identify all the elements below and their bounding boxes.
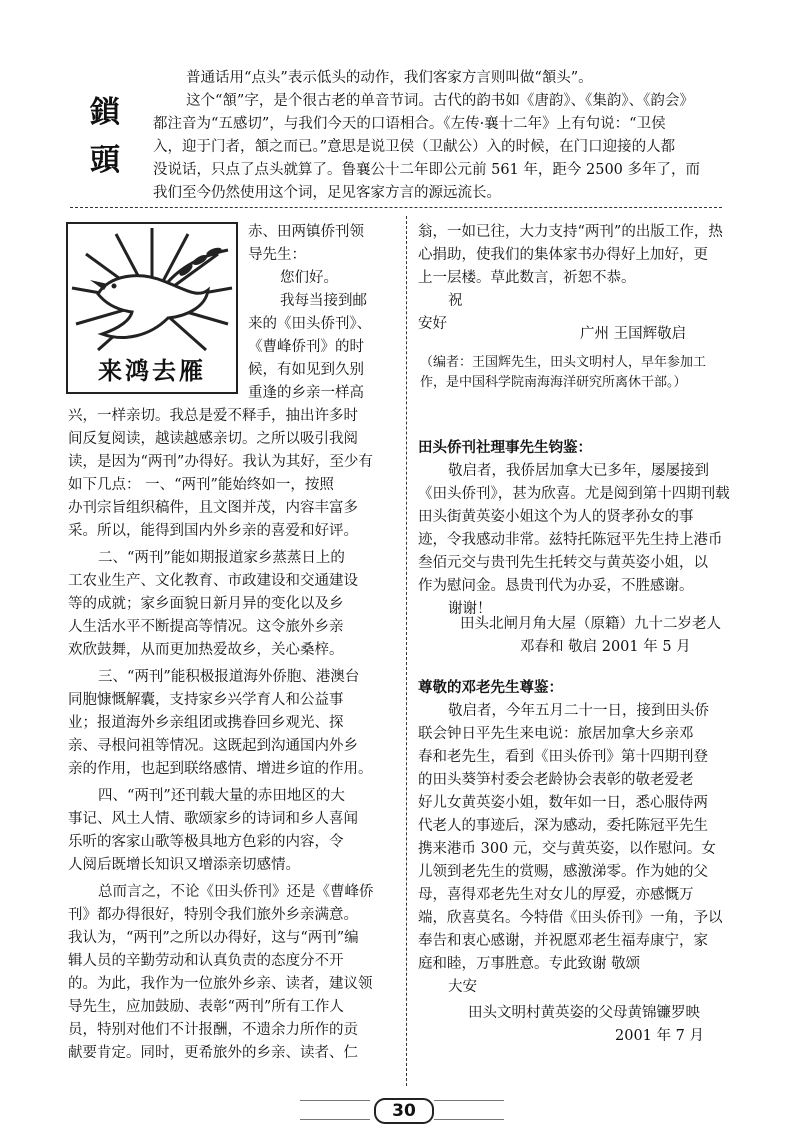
letter-signature: 田头文明村黄英姿的父母黄锦镰罗映 xyxy=(468,1005,700,1021)
letter-line: 亲、寻根问祖等情况。这既起到沟通国内外乡 xyxy=(68,738,358,754)
letter-line: 来的《田头侨刊》、 xyxy=(248,316,372,332)
letter-line: 献要肯定。同时，更希旅外的乡亲、读者、仁 xyxy=(68,1045,358,1061)
letter-closing: 祝 xyxy=(448,293,463,309)
side-title-char-2: 頭 xyxy=(90,143,120,178)
letter-line: 端，欣喜莫名。今特借《田头侨刊》一角，予以 xyxy=(418,910,723,926)
letter-line: 欢欣鼓舞，从而更加热爱故乡，关心桑梓。 xyxy=(68,642,344,658)
letter-line: 人阅后既增长知识又增添亲切感情。 xyxy=(68,857,300,873)
letter-line: 庭和睦，万事胜意。专此致谢 敬颂 xyxy=(418,956,641,972)
side-title-char-1: 鎖 xyxy=(90,95,120,130)
letter-line: 二、“两刊”能如期报道家乡蒸蒸日上的 xyxy=(98,550,345,566)
letter-line: 导先生，应加鼓励、表彰“两刊”所有工作人 xyxy=(68,999,344,1015)
letter-line: 辑人员的辛勤劳动和认真负责的态度分不开 xyxy=(68,953,344,969)
letter-closing: 安好 xyxy=(418,316,447,332)
letter-line: 携来港币 300 元，交与黄英姿，以作慰问。女 xyxy=(418,841,716,857)
letter-line: 心捐助，使我们的集体家书办得好上加好，更 xyxy=(418,247,708,263)
letter-line: 事记、风土人情、歌颂家乡的诗词和乡人喜闻 xyxy=(68,811,358,827)
letter-line: 办刊宗旨组织稿件，且文图并茂，内容丰富多 xyxy=(68,500,358,516)
letter-signature: 广州 王国辉敬启 xyxy=(580,326,687,342)
letter-line: 《曹峰侨刊》的时 xyxy=(248,339,364,355)
letter-line: 您们好。 xyxy=(280,270,338,286)
letter-line: 春和老先生，看到《田头侨刊》第十四期刊登 xyxy=(418,749,708,765)
top-line: 我们至今仍然使用这个词，足见客家方言的源远流长。 xyxy=(153,185,501,201)
letter-signature: 邓春和 敬启 2001 年 5 月 xyxy=(520,639,691,655)
letter-line: 迹，令我感动非常。兹特托陈冠平先生持上港币 xyxy=(418,532,723,548)
letter-line: 刊》都办得很好，特别令我们旅外乡亲满意。 xyxy=(68,907,358,923)
letter-line: 三、“两刊”能积极报道海外侨胞、港澳台 xyxy=(98,669,360,685)
letter-line: 我认为，“两刊”之所以办得好，这与“两刊”编 xyxy=(68,930,359,946)
letter-line: 候，有如见到久别 xyxy=(248,362,364,378)
letter-line: 亲的作用，也起到联络感情、增进乡谊的作用。 xyxy=(68,761,373,777)
column-divider xyxy=(406,216,407,1086)
column-logo xyxy=(66,222,238,394)
letter-line: 兴，一样亲切。我总是爱不释手，抽出许多时 xyxy=(68,408,358,424)
letter-line: 采。所以，能得到国内外乡亲的喜爱和好评。 xyxy=(68,523,358,539)
letter-line: 联会钟日平先生来电说：旅居加拿大乡亲邓 xyxy=(418,726,694,742)
letter-line: 工农业生产、文化教育、市政建设和交通建设 xyxy=(68,573,358,589)
page-number-ornament-left xyxy=(300,1100,370,1120)
letter-line: 的田头葵笋村委会老龄协会表彰的敬老爱老 xyxy=(418,772,694,788)
letter-line: 母，喜得邓老先生对女儿的厚爱，亦感慨万 xyxy=(418,887,694,903)
letter-signature: 田头北闸月角大屋（原籍）九十二岁老人 xyxy=(460,616,721,632)
letter-line: 的。为此，我作为一位旅外乡亲、读者，建议领 xyxy=(68,976,373,992)
letter-line: 间反复阅读，越读越感亲切。之所以吸引我阅 xyxy=(68,431,358,447)
page-number-ornament-right xyxy=(434,1100,504,1120)
letter-line: 敬启者，今年五月二十一日，接到田头侨 xyxy=(448,703,709,719)
dove-sunburst-icon xyxy=(68,224,236,354)
top-line: 这个“頷”字，是个很古老的单音节词。古代的韵书如《唐韵》、《集韵》、《韵会》 xyxy=(186,93,694,109)
letter-line: 员，特别对他们不计报酬，不遗余力所作的贡 xyxy=(68,1022,358,1038)
letter-line: 读，是因为“两刊”办得好。我认为其好，至少有 xyxy=(68,454,373,470)
letter-line: 奉告和衷心感谢，并祝愿邓老生福寿康宁，家 xyxy=(418,933,708,949)
letter-closing: 大安 xyxy=(448,979,477,995)
letter-line: 田头街黄英姿小姐这个为人的贤孝孙女的事 xyxy=(418,509,694,525)
letter-line: 如下几点： 一、“两刊”能始终如一，按照 xyxy=(68,477,334,493)
section-divider xyxy=(70,207,722,208)
letter-line: 等的成就；家乡面貌日新月异的变化以及乡 xyxy=(68,596,344,612)
letter-salutation: 导先生： xyxy=(248,247,306,263)
letter-line: 作为慰问金。恳贵刊代为办妥，不胜感谢。 xyxy=(418,578,694,594)
letter-line: 同胞慷慨解囊，支持家乡兴学育人和公益事 xyxy=(68,692,344,708)
letter-line: 乐听的客家山歌等极具地方色彩的内容，令 xyxy=(68,834,344,850)
letter-line: 代老人的事迹后，深为感动，委托陈冠平先生 xyxy=(418,818,708,834)
letter-salutation: 赤、田两镇侨刊领 xyxy=(248,224,364,240)
letter-line: 人生活水平不断提高等情况。这令旅外乡亲 xyxy=(68,619,344,635)
letter-line: 好儿女黄英姿小姐，数年如一日，悉心服侍两 xyxy=(418,795,708,811)
logo-caption: 来鸿去雁 xyxy=(98,357,206,385)
letter-heading: 田头侨刊社理事先生钧鉴： xyxy=(418,439,592,456)
letter-line: 敬启者，我侨居加拿大已多年，屡屡接到 xyxy=(448,463,709,479)
editor-note: 作，是中国科学院南海海洋研究所离休干部。） xyxy=(420,375,687,390)
letter-line: 我每当接到邮 xyxy=(280,293,367,309)
top-line: 没说话，只点了点头就算了。鲁襄公十二年即公元前 561 年，距今 2500 多年了，而 xyxy=(153,162,701,178)
page-number: 30 xyxy=(374,1098,434,1124)
letter-line: 儿领到老先生的赏赐，感激涕零。作为她的父 xyxy=(418,864,708,880)
letter-closing: 谢谢！ xyxy=(448,601,492,617)
editor-note: （编者：王国辉先生，田头文明村人，早年参加工 xyxy=(420,355,707,370)
letter-signature: 2001 年 7 月 xyxy=(615,1028,704,1044)
letter-line: 翁，一如已往，大力支持“两刊”的出版工作，热 xyxy=(418,224,723,240)
letter-line: 叁佰元交与贵刊先生托转交与黄英姿小姐，以 xyxy=(418,555,708,571)
letter-line: 上一层楼。草此数言，祈恕不恭。 xyxy=(418,270,636,286)
top-line: 入，迎于门者，頷之而已。”意思是说卫侯（卫献公）入的时候，在门口迎接的人都 xyxy=(153,139,676,155)
letter-line: 四、“两刊”还刊载大量的赤田地区的大 xyxy=(98,788,345,804)
top-line: 普通话用“点头”表示低头的动作，我们客家方言则叫做“頷头”。 xyxy=(186,70,593,86)
letter-line: 重逢的乡亲一样高 xyxy=(248,385,364,401)
letter-line: 《田头侨刊》，甚为欣喜。尤是阅到第十四期刊载 xyxy=(418,486,730,502)
letter-heading: 尊敬的邓老先生尊鉴： xyxy=(418,679,563,696)
top-line: 都注音为“五感切”，与我们今天的口语相合。《左传·襄十二年》上有句说：“卫侯 xyxy=(153,116,666,132)
letter-line: 总而言之，不论《田头侨刊》还是《曹峰侨 xyxy=(98,884,374,900)
letter-line: 业；报道海外乡亲组团或携眷回乡观光、探 xyxy=(68,715,344,731)
